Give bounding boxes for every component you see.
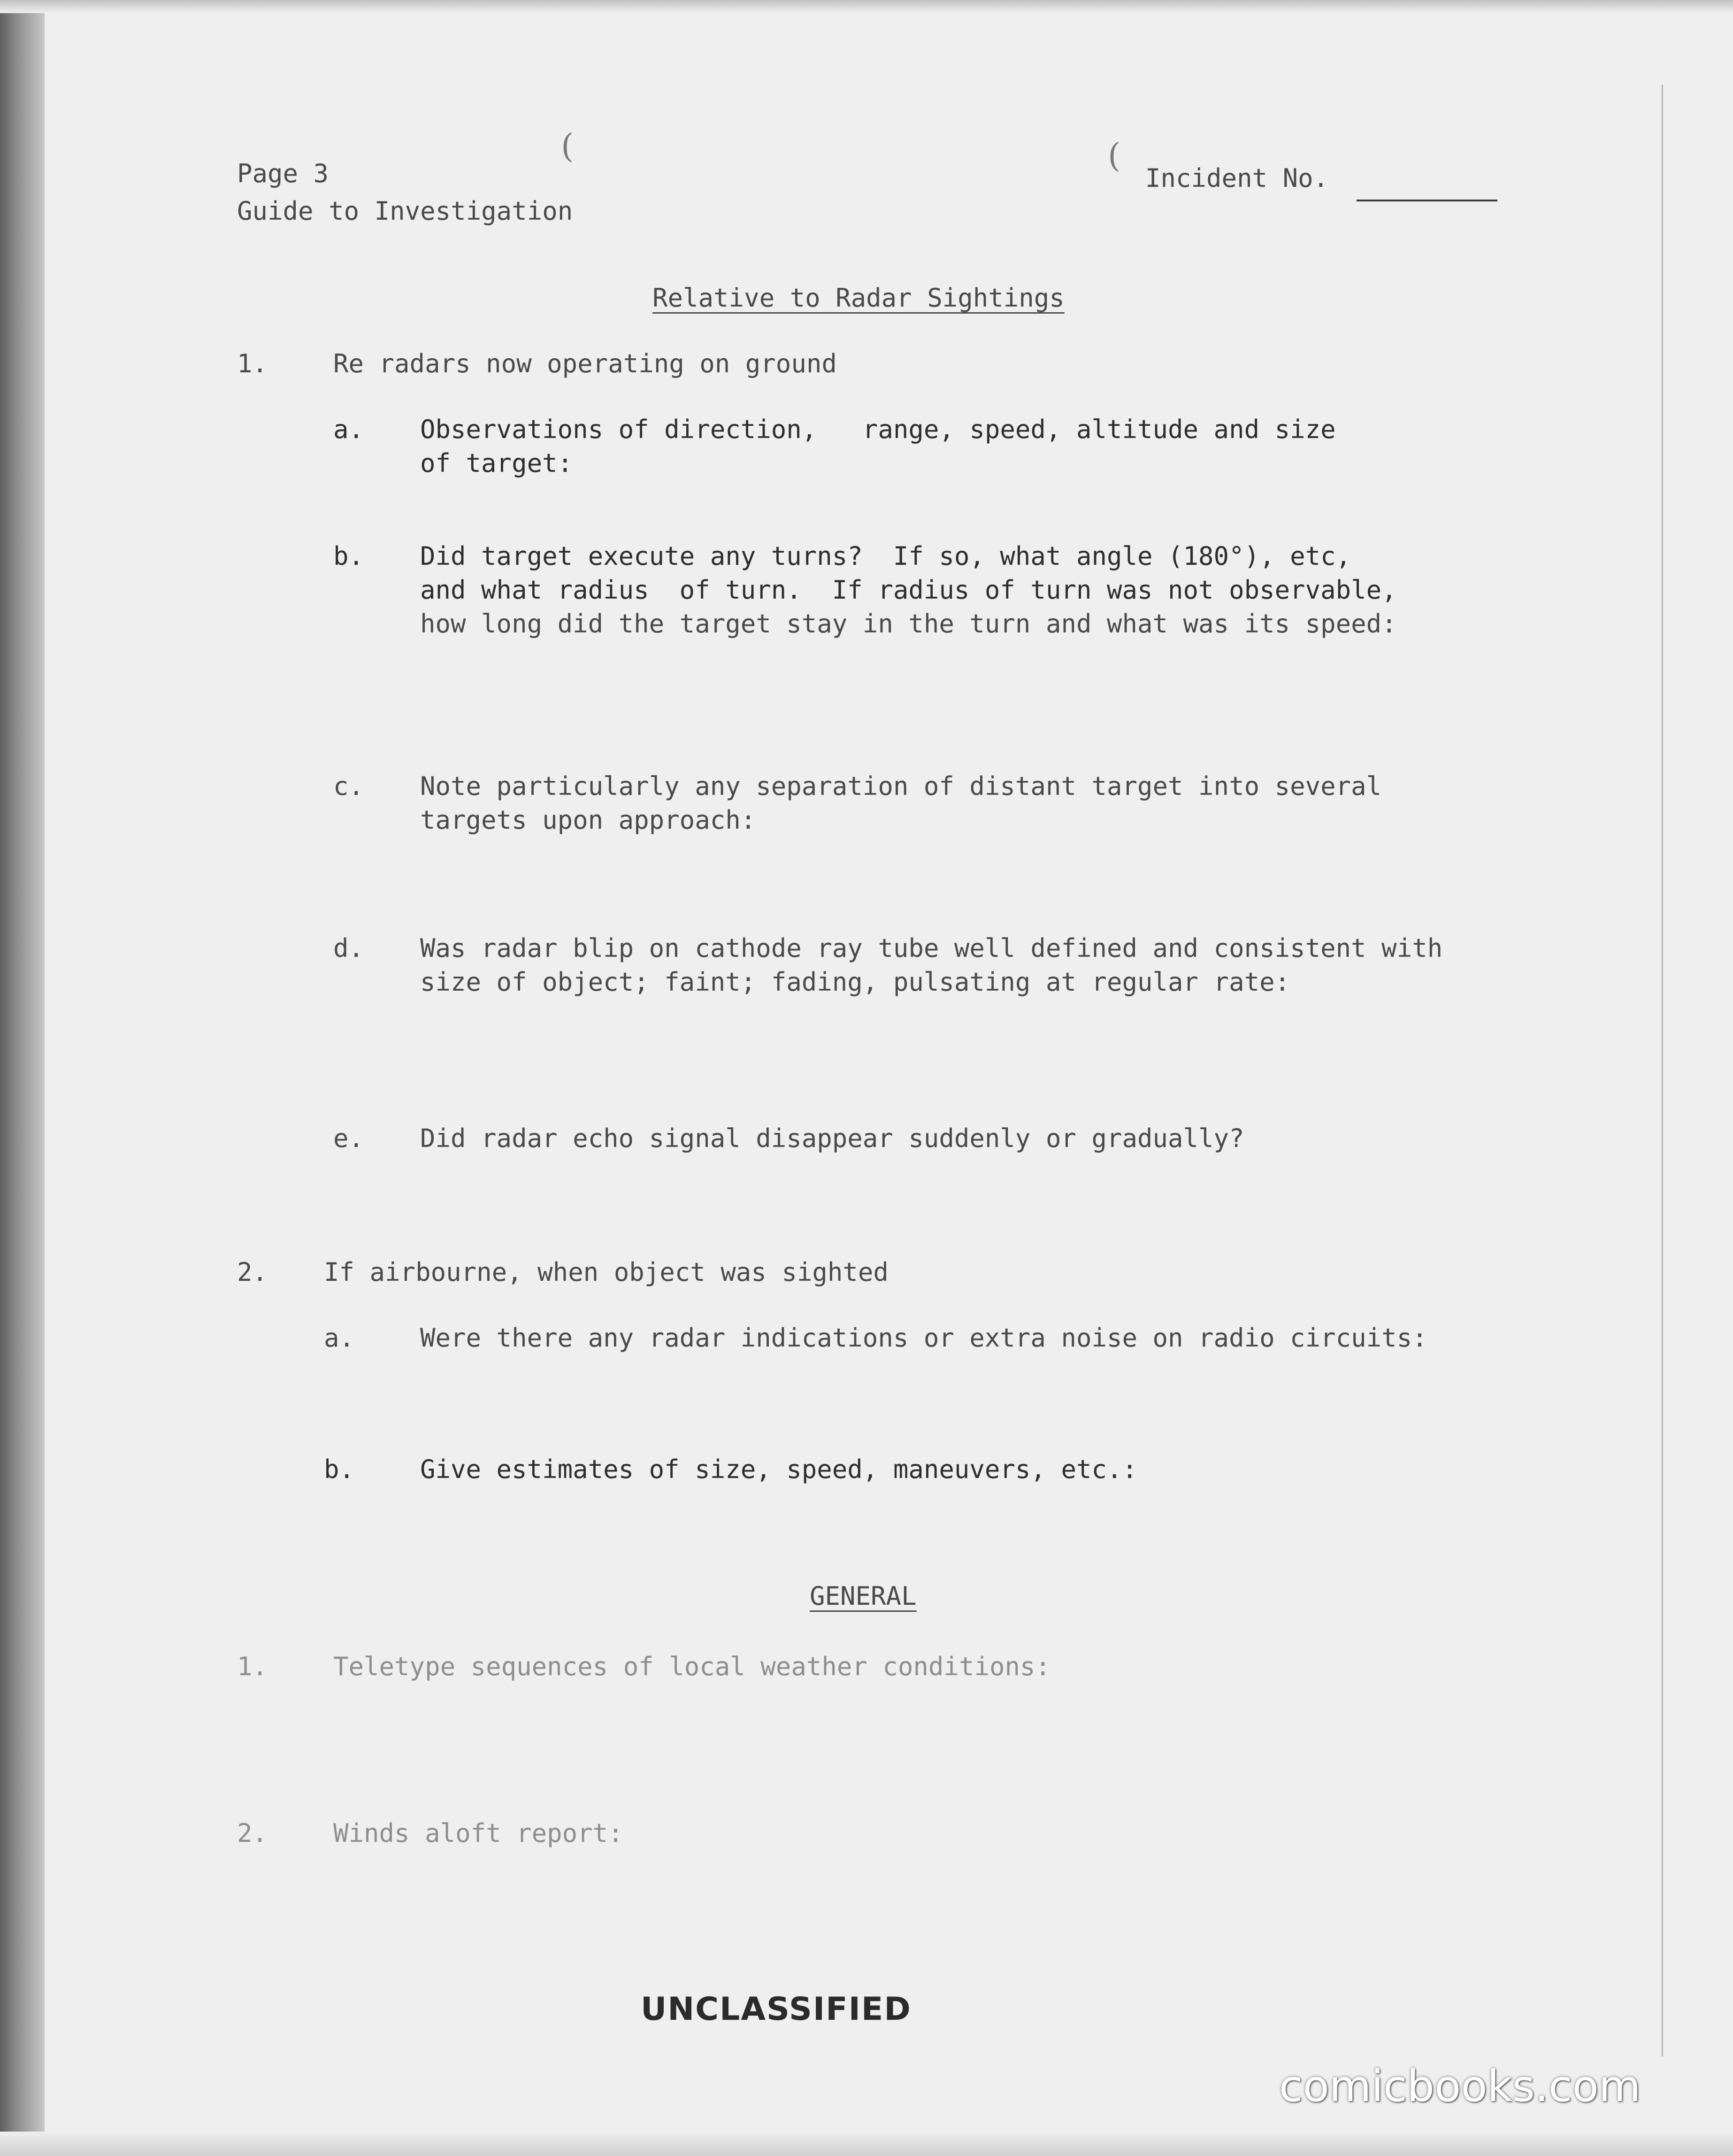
subitem-label: e. (333, 1124, 364, 1153)
incident-number-blank (1357, 200, 1497, 201)
margin-rule (1662, 85, 1663, 2056)
scan-top-edge (0, 0, 1733, 13)
subitem-label: a. (333, 415, 364, 444)
general-section-heading: GENERAL (810, 1581, 917, 1611)
item-text: Re radars now operating on ground (333, 349, 837, 378)
subitem-line: size of object; faint; fading, pulsating at regular rate: (420, 967, 1290, 997)
subitem-line: and what radius of turn. If radius of turn was not observable, (420, 575, 1397, 605)
item-number: 2. (237, 1818, 268, 1848)
subitem-label: c. (333, 771, 364, 801)
item-text: If airbourne, when object was sighted (324, 1257, 889, 1287)
subitem-line: Were there any radar indications or extra noise on radio circuits: (420, 1323, 1427, 1353)
subitem-line: how long did the target stay in the turn and what was its speed: (420, 609, 1397, 639)
subitem-label: b. (324, 1455, 355, 1484)
item-number: 2. (237, 1257, 268, 1287)
watermark: comicbooks.com (1279, 2061, 1641, 2111)
radar-section-heading: Relative to Radar Sightings (652, 283, 1065, 313)
subitem-line: Was radar blip on cathode ray tube well defined and consistent with (420, 933, 1443, 963)
subitem-line: Observations of direction, range, speed, altitude and size (420, 415, 1336, 444)
subitem-line: Did radar echo signal disappear suddenly or gradually? (420, 1124, 1244, 1153)
scan-mark: ( (1108, 136, 1121, 175)
subitem-label: a. (324, 1323, 355, 1353)
scan-left-edge (0, 0, 45, 2156)
item-number: 1. (237, 349, 268, 378)
subitem-line: Did target execute any turns? If so, what angle (180°), etc, (420, 541, 1351, 571)
subitem-line: targets upon approach: (420, 805, 756, 835)
subitem-label: b. (333, 541, 364, 571)
scan-bottom-edge (0, 2132, 1733, 2156)
item-number: 1. (237, 1652, 268, 1681)
subitem-line: Give estimates of size, speed, maneuvers, etc.: (420, 1455, 1138, 1484)
subitem-line: of target: (420, 448, 573, 478)
guide-title: Guide to Investigation (237, 196, 573, 226)
classification-stamp: UNCLASSIFIED (641, 1991, 912, 2028)
item-text: Winds aloft report: (333, 1818, 623, 1848)
scan-mark: ( (561, 127, 574, 165)
subitem-line: Note particularly any separation of distant target into several (420, 771, 1382, 801)
page-label: Page 3 (237, 159, 329, 188)
item-text: Teletype sequences of local weather conditions: (333, 1652, 1051, 1681)
incident-label: Incident No. (1145, 163, 1329, 193)
subitem-label: d. (333, 933, 364, 963)
